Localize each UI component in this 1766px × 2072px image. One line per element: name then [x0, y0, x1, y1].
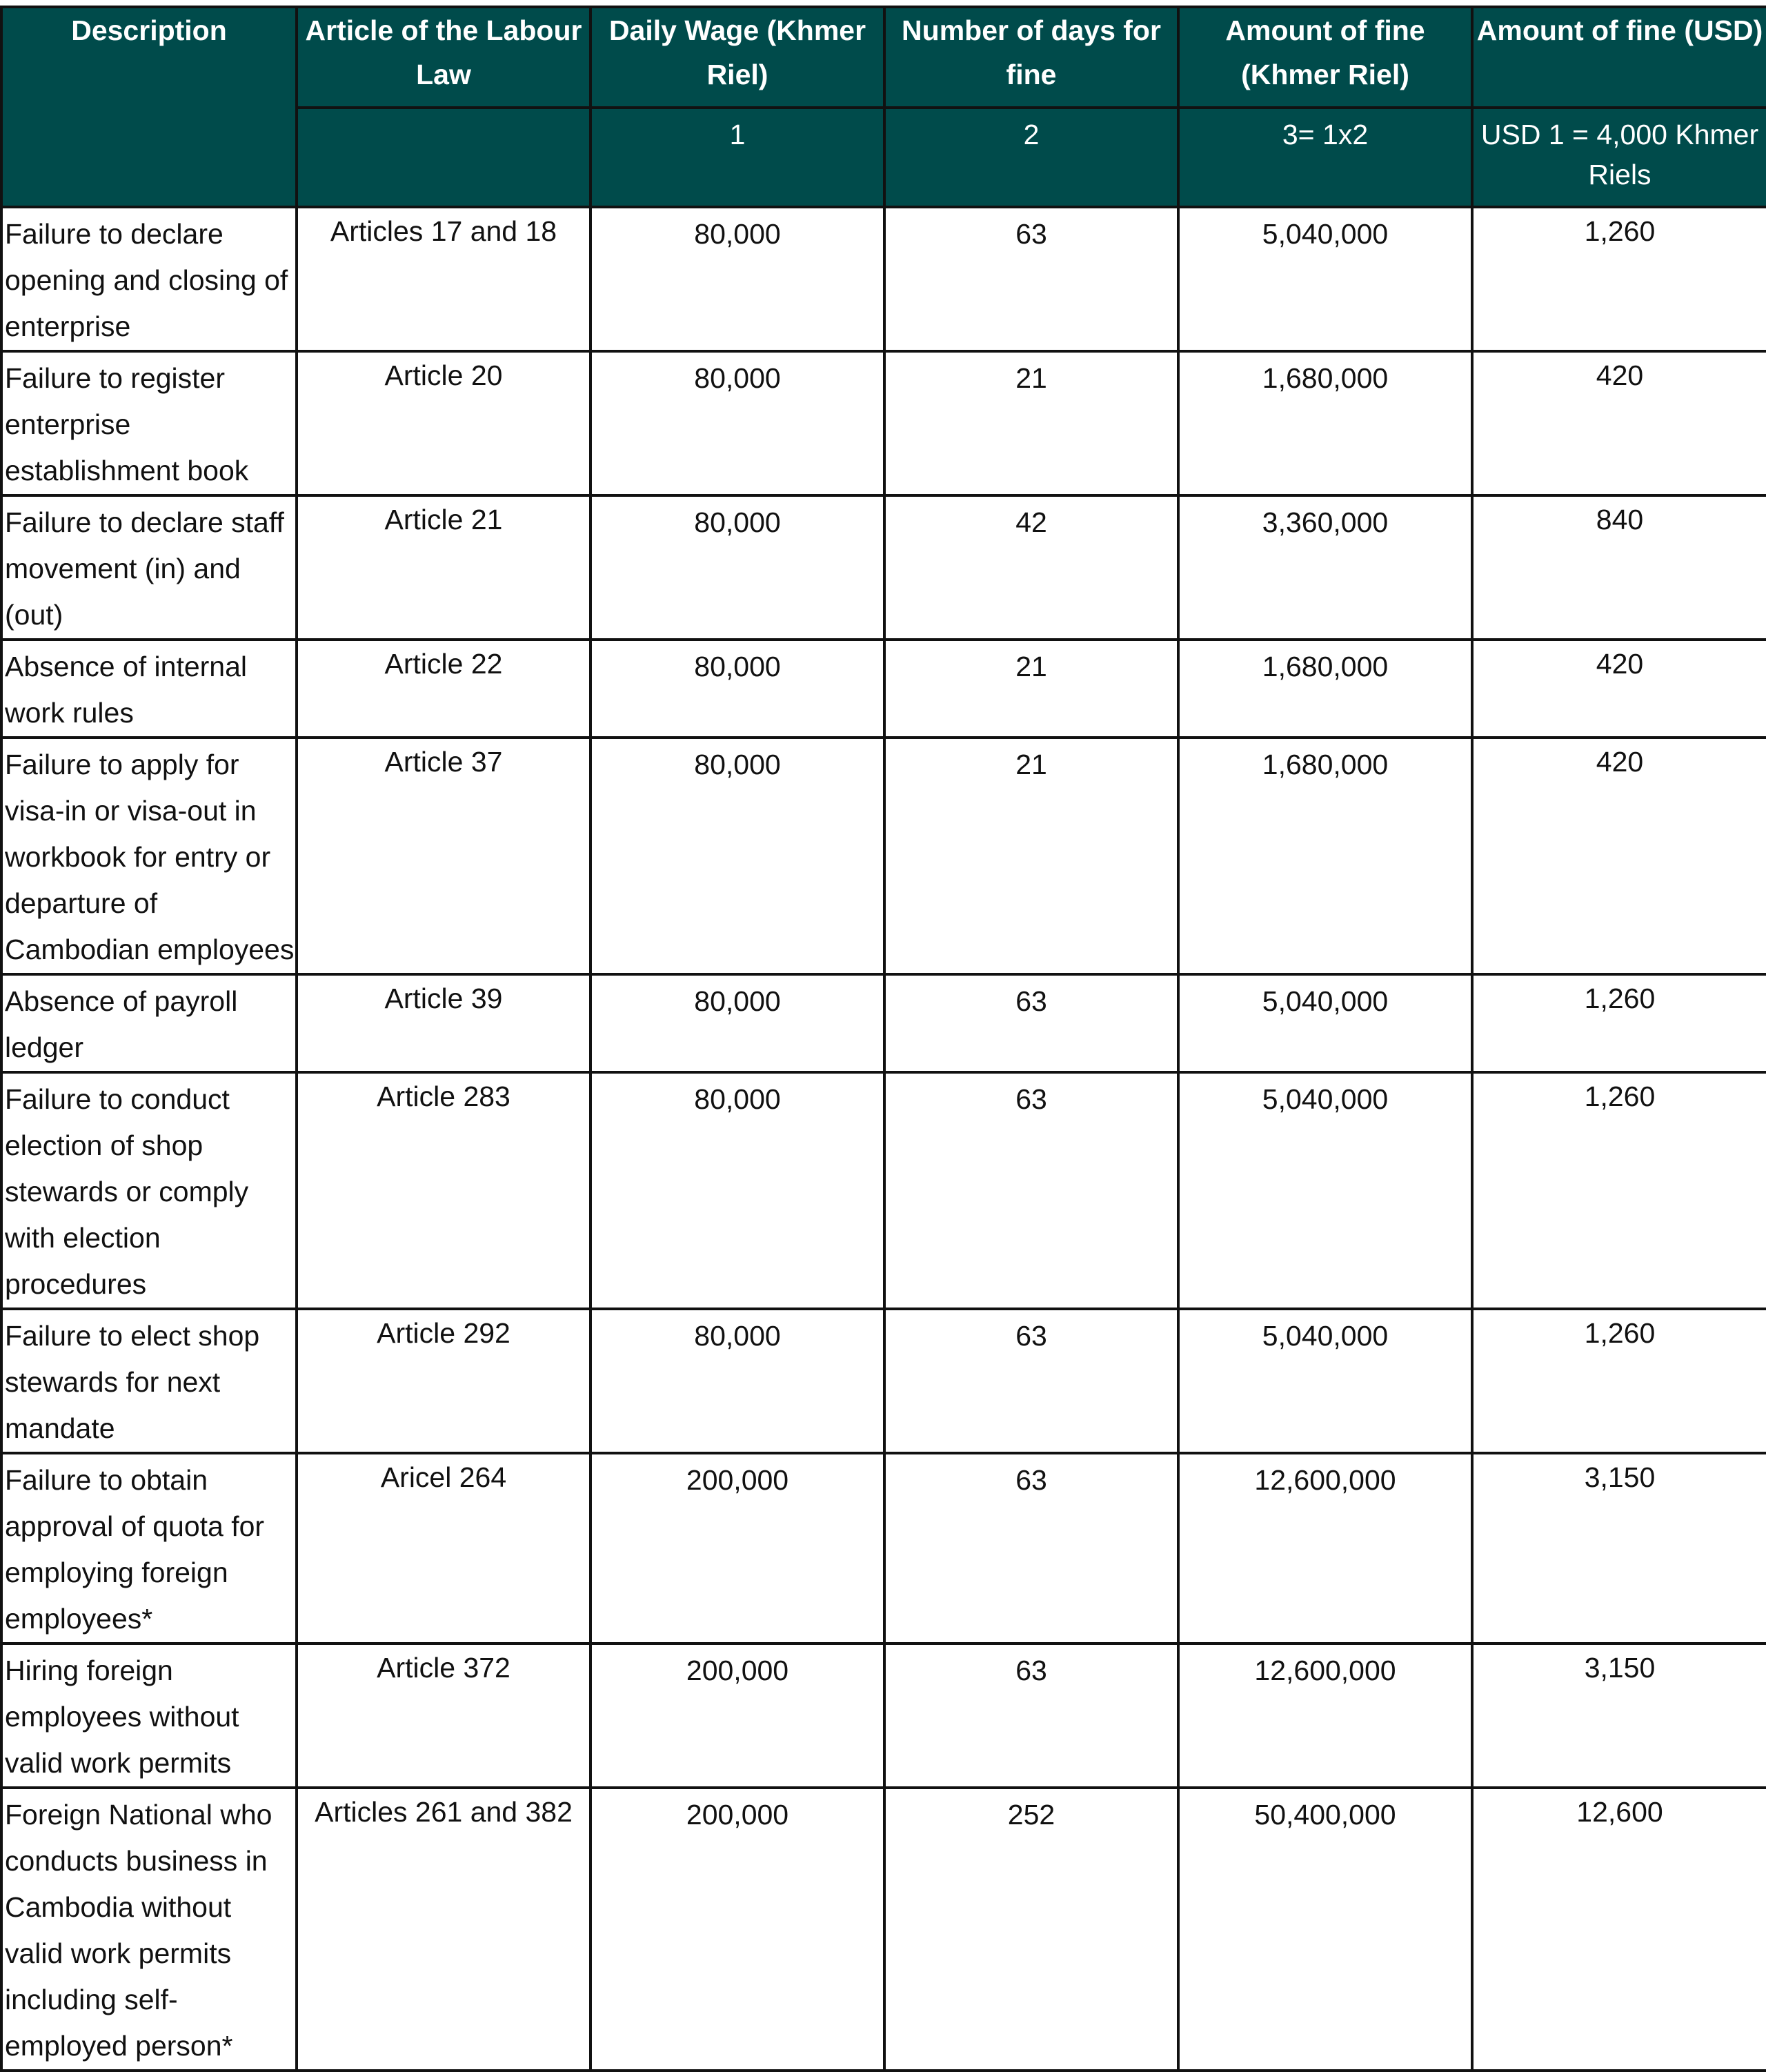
- fine-usd-cell: [1472, 1309, 1766, 1453]
- fine-khr-cell-text: 1,680,000: [1262, 362, 1389, 394]
- description-cell: [1, 738, 297, 974]
- table-body: [1, 207, 1766, 2071]
- fine-khr-cell: [1178, 1072, 1472, 1309]
- fine-khr-cell: [1178, 207, 1472, 351]
- days-cell-text: 63: [1015, 218, 1047, 250]
- daily-wage-cell: [591, 351, 884, 495]
- fine-khr-cell: [1178, 1453, 1472, 1644]
- table-row: [1, 1453, 1766, 1644]
- description-cell: [1, 1453, 297, 1644]
- description-cell-text: Failure to conduct election of shop stewards or comply with election procedures: [5, 1083, 249, 1300]
- table-row: [1, 495, 1766, 640]
- fine-usd-cell-text: 1,260: [1584, 1081, 1656, 1112]
- daily-wage-cell-text: 80,000: [694, 1083, 781, 1115]
- days-cell: [884, 1072, 1178, 1309]
- days-cell-text: 63: [1015, 1320, 1047, 1352]
- daily-wage-cell: [591, 738, 884, 974]
- fine-usd-cell-text: 1,260: [1584, 215, 1656, 247]
- table-row: [1, 1072, 1766, 1309]
- article-cell: [297, 351, 591, 495]
- subheader-fine-khr: 3= 1x2: [1178, 108, 1472, 207]
- fine-khr-cell: [1178, 974, 1472, 1072]
- days-cell: [884, 640, 1178, 738]
- fine-khr-cell-text: 5,040,000: [1262, 218, 1389, 250]
- table-row: [1, 1309, 1766, 1453]
- fine-usd-cell: [1472, 495, 1766, 640]
- fine-usd-cell-text: 420: [1596, 648, 1644, 680]
- article-cell-text: Article 37: [384, 746, 503, 778]
- fine-khr-cell: [1178, 351, 1472, 495]
- days-cell: [884, 974, 1178, 1072]
- description-cell: [1, 1072, 297, 1309]
- table-row: [1, 207, 1766, 351]
- days-cell: [884, 351, 1178, 495]
- article-cell-text: Article 372: [377, 1652, 510, 1684]
- daily-wage-cell: [591, 1072, 884, 1309]
- fine-usd-cell-text: 1,260: [1584, 1317, 1656, 1349]
- fine-khr-cell: [1178, 1644, 1472, 1788]
- fine-usd-cell: [1472, 207, 1766, 351]
- description-cell: [1, 974, 297, 1072]
- description-cell-text: Failure to obtain approval of quota for employing foreign employees*: [5, 1464, 265, 1635]
- daily-wage-cell-text: 80,000: [694, 651, 781, 682]
- fine-khr-cell: [1178, 495, 1472, 640]
- fine-usd-cell: [1472, 1453, 1766, 1644]
- description-cell-text: Failure to declare opening and closing of enterprise: [5, 218, 288, 342]
- fine-khr-cell: [1178, 1309, 1472, 1453]
- description-cell-text: Failure to register enterprise establishment book: [5, 362, 249, 486]
- fine-usd-cell: [1472, 1788, 1766, 2071]
- table-row: [1, 351, 1766, 495]
- fine-khr-cell-text: 12,600,000: [1254, 1655, 1396, 1686]
- daily-wage-cell-text: 200,000: [686, 1799, 789, 1831]
- daily-wage-cell-text: 200,000: [686, 1464, 789, 1496]
- days-cell: [884, 1644, 1178, 1788]
- table-row: [1, 1644, 1766, 1788]
- fine-khr-cell-text: 3,360,000: [1262, 506, 1389, 538]
- article-cell: [297, 1788, 591, 2071]
- article-cell: [297, 640, 591, 738]
- subheader-days: 2: [884, 108, 1178, 207]
- description-cell: [1, 495, 297, 640]
- daily-wage-cell: [591, 1309, 884, 1453]
- article-cell-text: Article 21: [384, 504, 503, 535]
- description-cell-text: Absence of internal work rules: [5, 651, 248, 729]
- days-cell-text: 21: [1015, 749, 1047, 780]
- article-cell-text: Article 20: [384, 359, 503, 391]
- article-cell: [297, 1644, 591, 1788]
- days-cell: [884, 1453, 1178, 1644]
- fine-usd-cell-text: 420: [1596, 746, 1644, 778]
- article-cell-text: Article 292: [377, 1317, 510, 1349]
- daily-wage-cell-text: 200,000: [686, 1655, 789, 1686]
- header-days: Number of days for fine: [884, 7, 1178, 108]
- daily-wage-cell-text: 80,000: [694, 1320, 781, 1352]
- days-cell: [884, 495, 1178, 640]
- fine-usd-cell-text: 840: [1596, 504, 1644, 535]
- daily-wage-cell: [591, 1453, 884, 1644]
- days-cell-text: 63: [1015, 1083, 1047, 1115]
- description-cell: [1, 1309, 297, 1453]
- fine-khr-cell-text: 12,600,000: [1254, 1464, 1396, 1496]
- daily-wage-cell-text: 80,000: [694, 362, 781, 394]
- fine-usd-cell: [1472, 351, 1766, 495]
- fine-khr-cell: [1178, 640, 1472, 738]
- header-row: [1, 7, 1766, 108]
- fines-table: [0, 6, 1766, 2072]
- days-cell-text: 21: [1015, 651, 1047, 682]
- description-cell-text: Failure to declare staff movement (in) and (out): [5, 506, 284, 631]
- daily-wage-cell-text: 80,000: [694, 985, 781, 1017]
- description-cell-text: Failure to apply for visa-in or visa-out in workbook for entry or departure of Cambodian employees: [5, 749, 295, 965]
- article-cell: [297, 495, 591, 640]
- fine-khr-cell-text: 5,040,000: [1262, 1083, 1389, 1115]
- table-row: [1, 640, 1766, 738]
- fine-usd-cell: [1472, 974, 1766, 1072]
- subheader-fine-usd: USD 1 = 4,000 Khmer Riels: [1472, 108, 1766, 207]
- header-fine-usd: Amount of fine (USD): [1472, 7, 1766, 108]
- days-cell: [884, 207, 1178, 351]
- article-cell: [297, 738, 591, 974]
- daily-wage-cell: [591, 640, 884, 738]
- days-cell: [884, 1309, 1178, 1453]
- description-cell: [1, 207, 297, 351]
- description-cell: [1, 1788, 297, 2071]
- daily-wage-cell-text: 80,000: [694, 749, 781, 780]
- daily-wage-cell: [591, 1788, 884, 2071]
- header-fine-khr: Amount of fine (Khmer Riel): [1178, 7, 1472, 108]
- article-cell-text: Article 283: [377, 1081, 510, 1112]
- fine-usd-cell-text: 3,150: [1584, 1652, 1656, 1684]
- days-cell: [884, 738, 1178, 974]
- days-cell-text: 252: [1007, 1799, 1055, 1831]
- fine-khr-cell-text: 1,680,000: [1262, 651, 1389, 682]
- fine-usd-cell: [1472, 640, 1766, 738]
- days-cell-text: 21: [1015, 362, 1047, 394]
- article-cell-text: Article 39: [384, 983, 503, 1014]
- fine-khr-cell-text: 50,400,000: [1254, 1799, 1396, 1831]
- article-cell-text: Articles 17 and 18: [330, 215, 557, 247]
- fine-khr-cell: [1178, 738, 1472, 974]
- fine-usd-cell-text: 1,260: [1584, 983, 1656, 1014]
- article-cell: [297, 1072, 591, 1309]
- subheader-article: [297, 108, 591, 207]
- table-row: [1, 974, 1766, 1072]
- daily-wage-cell-text: 80,000: [694, 506, 781, 538]
- table-row: [1, 738, 1766, 974]
- article-cell: [297, 974, 591, 1072]
- fine-khr-cell-text: 5,040,000: [1262, 985, 1389, 1017]
- subheader-daily-wage: 1: [591, 108, 884, 207]
- daily-wage-cell: [591, 207, 884, 351]
- article-cell-text: Articles 261 and 382: [315, 1796, 573, 1828]
- daily-wage-cell: [591, 1644, 884, 1788]
- article-cell: [297, 1309, 591, 1453]
- days-cell: [884, 1788, 1178, 2071]
- days-cell-text: 63: [1015, 985, 1047, 1017]
- days-cell-text: 42: [1015, 506, 1047, 538]
- fine-usd-cell: [1472, 1644, 1766, 1788]
- header-daily-wage: Daily Wage (Khmer Riel): [591, 7, 884, 108]
- fine-usd-cell-text: 12,600: [1576, 1796, 1663, 1828]
- article-cell-text: Article 22: [384, 648, 503, 680]
- days-cell-text: 63: [1015, 1655, 1047, 1686]
- table-row: [1, 1788, 1766, 2071]
- description-cell: [1, 351, 297, 495]
- days-cell-text: 63: [1015, 1464, 1047, 1496]
- fine-khr-cell: [1178, 1788, 1472, 2071]
- description-cell-text: Failure to elect shop stewards for next mandate: [5, 1320, 260, 1444]
- header-article: Article of the Labour Law: [297, 7, 591, 108]
- daily-wage-cell-text: 80,000: [694, 218, 781, 250]
- article-cell-text: Aricel 264: [380, 1461, 507, 1493]
- description-cell-text: Foreign National who conducts business in Cambodia without valid work permits including self-employed person*: [5, 1799, 272, 2062]
- description-cell: [1, 640, 297, 738]
- fine-khr-cell-text: 1,680,000: [1262, 749, 1389, 780]
- header-description: Description: [1, 7, 297, 207]
- fine-khr-cell-text: 5,040,000: [1262, 1320, 1389, 1352]
- article-cell: [297, 1453, 591, 1644]
- daily-wage-cell: [591, 974, 884, 1072]
- daily-wage-cell: [591, 495, 884, 640]
- fine-usd-cell: [1472, 738, 1766, 974]
- description-cell-text: Hiring foreign employees without valid work permits: [5, 1655, 239, 1779]
- description-cell: [1, 1644, 297, 1788]
- fine-usd-cell-text: 420: [1596, 359, 1644, 391]
- fine-usd-cell: [1472, 1072, 1766, 1309]
- article-cell: [297, 207, 591, 351]
- fine-usd-cell-text: 3,150: [1584, 1461, 1656, 1493]
- description-cell-text: Absence of payroll ledger: [5, 985, 238, 1063]
